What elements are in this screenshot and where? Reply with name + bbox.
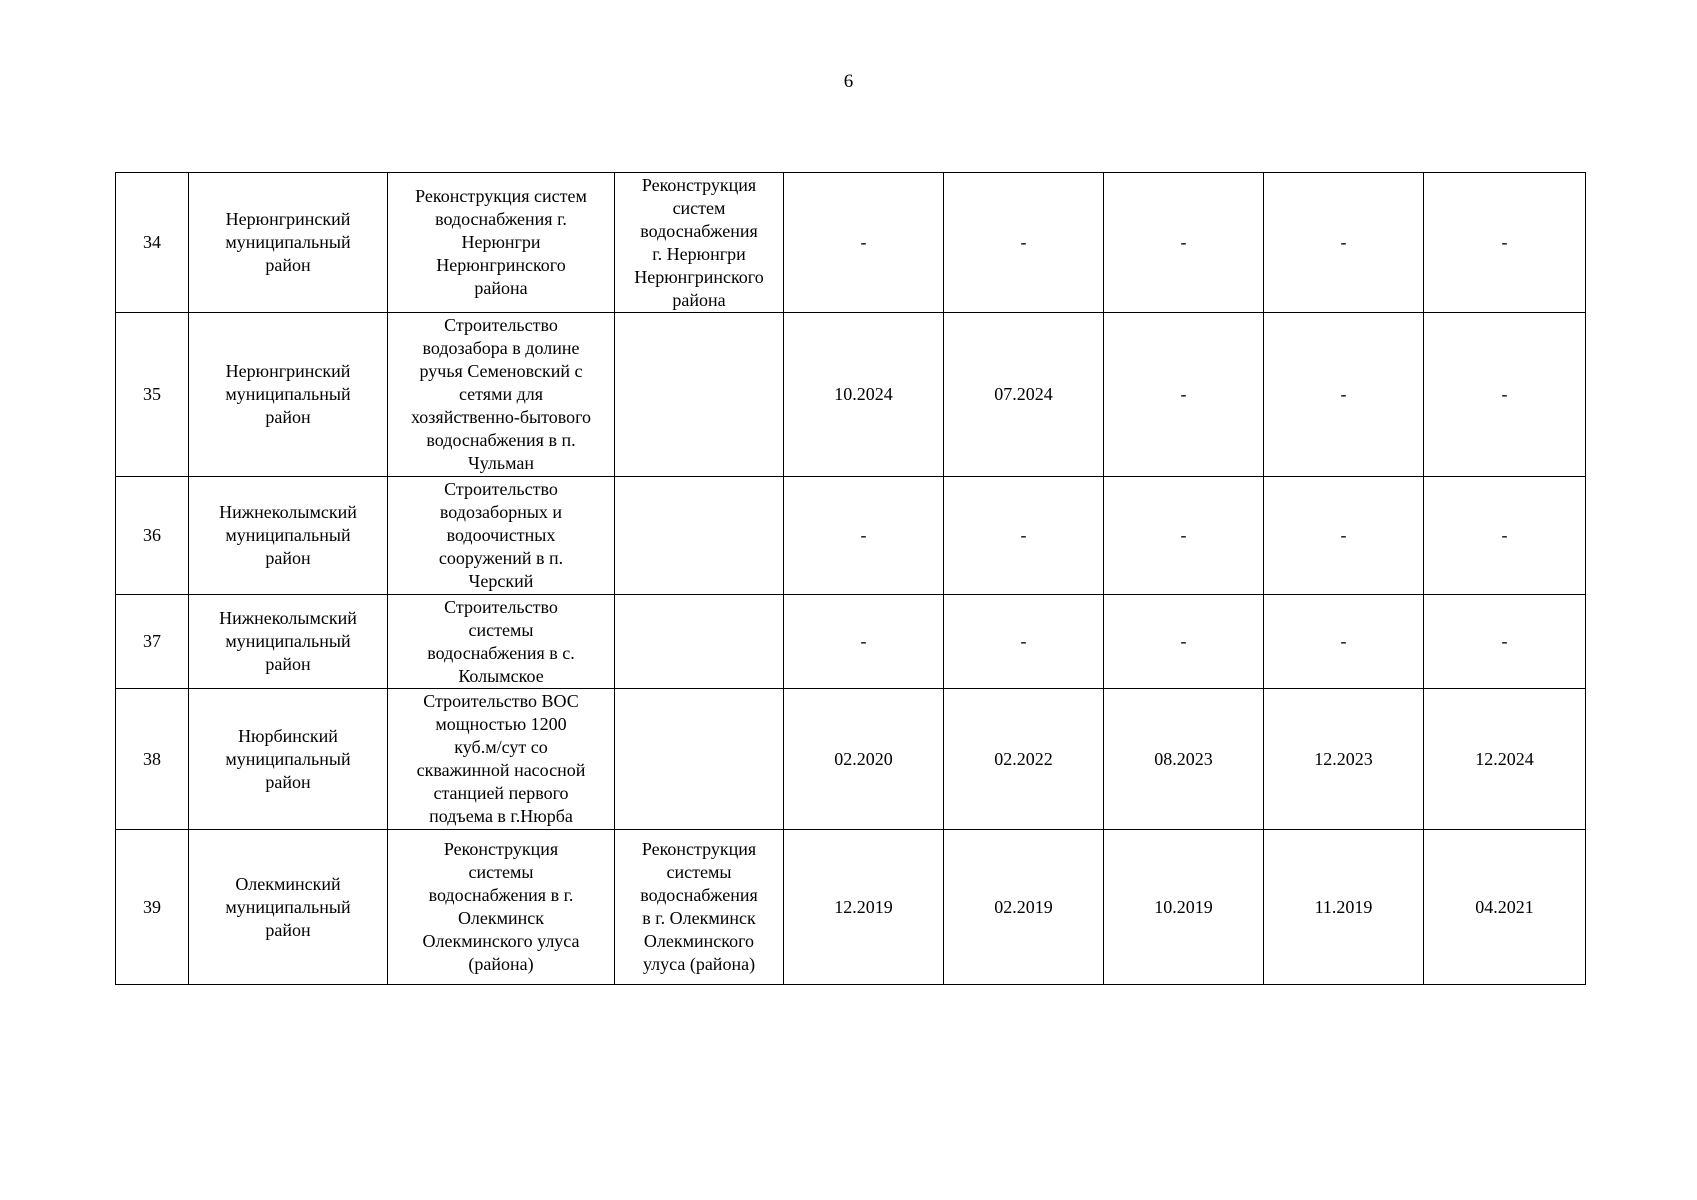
date-cell: - [784, 173, 944, 313]
date-cell: 08.2023 [1104, 689, 1264, 830]
date-cell: 12.2019 [784, 830, 944, 985]
date-cell: 04.2021 [1424, 830, 1586, 985]
object-cell: Строительство водозабора в долине ручья Семеновский с сетями для хозяйственно-бытового водоснабжения в п. Чульман [388, 313, 615, 477]
row-number-cell: 35 [116, 313, 189, 477]
date-cell: - [1264, 313, 1424, 477]
date-cell: 12.2024 [1424, 689, 1586, 830]
object-cell: Реконструкция систем водоснабжения г. Нерюнгри Нерюнгринского района [388, 173, 615, 313]
program-cell: Реконструкция систем водоснабжения г. Нерюнгри Нерюнгринского района [615, 173, 784, 313]
object-cell: Строительство системы водоснабжения в с. Колымское [388, 595, 615, 689]
district-cell: Нерюнгринский муниципальный район [189, 313, 388, 477]
program-cell [615, 689, 784, 830]
date-cell: 02.2019 [944, 830, 1104, 985]
date-cell: - [1264, 173, 1424, 313]
table-row [116, 689, 1586, 830]
date-cell: 11.2019 [1264, 830, 1424, 985]
date-cell: 12.2023 [1264, 689, 1424, 830]
district-cell: Нижнеколымский муниципальный район [189, 595, 388, 689]
date-cell: - [1424, 477, 1586, 595]
table-row [116, 173, 1586, 313]
program-cell [615, 595, 784, 689]
projects-table [115, 172, 1586, 985]
district-cell: Нерюнгринский муниципальный район [189, 173, 388, 313]
date-cell: - [1264, 477, 1424, 595]
object-cell: Строительство водозаборных и водоочистных сооружений в п. Черский [388, 477, 615, 595]
date-cell: - [1104, 595, 1264, 689]
object-cell: Строительство ВОС мощностью 1200 куб.м/сут со скважинной насосной станцией первого подъема в г.Нюрба [388, 689, 615, 830]
date-cell: - [1424, 173, 1586, 313]
date-cell: - [1104, 477, 1264, 595]
date-cell: 02.2022 [944, 689, 1104, 830]
row-number-cell: 39 [116, 830, 189, 985]
district-cell: Олекминский муниципальный район [189, 830, 388, 985]
program-cell [615, 477, 784, 595]
row-number-cell: 37 [116, 595, 189, 689]
date-cell: - [1424, 313, 1586, 477]
program-cell: Реконструкция системы водоснабжения в г. Олекминск Олекминского улуса (района) [615, 830, 784, 985]
date-cell: - [1264, 595, 1424, 689]
date-cell: 10.2024 [784, 313, 944, 477]
table-row [116, 595, 1586, 689]
date-cell: - [1104, 313, 1264, 477]
date-cell: - [944, 173, 1104, 313]
date-cell: 07.2024 [944, 313, 1104, 477]
row-number-cell: 38 [116, 689, 189, 830]
date-cell: - [1424, 595, 1586, 689]
page-number: 6 [843, 71, 854, 92]
date-cell: 10.2019 [1104, 830, 1264, 985]
date-cell: - [784, 477, 944, 595]
row-number-cell: 36 [116, 477, 189, 595]
row-number-cell: 34 [116, 173, 189, 313]
date-cell: - [944, 477, 1104, 595]
table-row [116, 830, 1586, 985]
date-cell: - [1104, 173, 1264, 313]
date-cell: - [784, 595, 944, 689]
object-cell: Реконструкция системы водоснабжения в г. Олекминск Олекминского улуса (района) [388, 830, 615, 985]
table-row [116, 313, 1586, 477]
program-cell [615, 313, 784, 477]
district-cell: Нижнеколымский муниципальный район [189, 477, 388, 595]
date-cell: 02.2020 [784, 689, 944, 830]
date-cell: - [944, 595, 1104, 689]
district-cell: Нюрбинский муниципальный район [189, 689, 388, 830]
table-row [116, 477, 1586, 595]
